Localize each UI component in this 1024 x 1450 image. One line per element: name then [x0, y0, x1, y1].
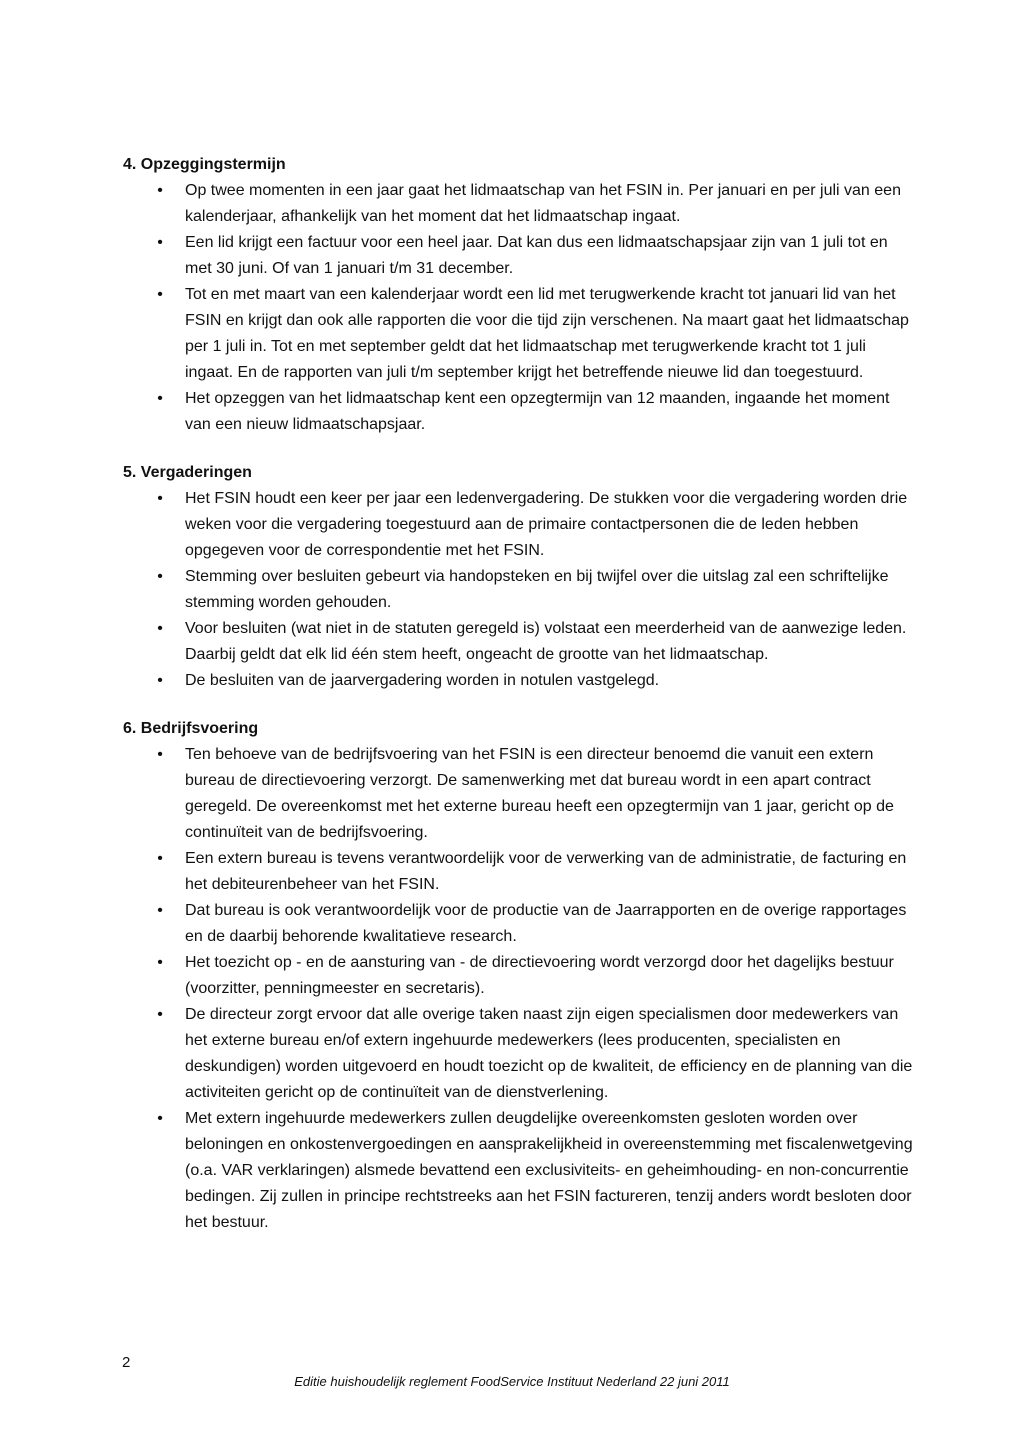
list-item	[123, 846, 913, 898]
list-item-text: Tot en met maart van een kalenderjaar wordt een lid met terugwerkende kracht tot januari lid van het FSIN en krijgt dan ook alle rapporten die voor die tijd zijn verschenen. Na maart gaat het lidmaatschap per 1 juli in. Tot en met september geldt dat het lidmaatschap met terugwerkende kracht tot 1 juli ingaat. En de rapporten van juli t/m september krijgt het betreffende nieuwe lid dan toegestuurd.	[185, 286, 909, 381]
list-item	[123, 950, 913, 1002]
bullet-icon: •	[157, 902, 163, 919]
bullet-icon: •	[157, 620, 163, 637]
bullet-icon: •	[157, 234, 163, 251]
list-item-text: Dat bureau is ook verantwoordelijk voor de productie van de Jaarrapporten en de overige rapportages en de daarbij behorende kwalitatieve research.	[185, 902, 907, 945]
section-heading: 6. Bedrijfsvoering	[123, 720, 259, 737]
bullet-list	[123, 486, 913, 694]
list-item-text: Een lid krijgt een factuur voor een heel jaar. Dat kan dus een lidmaatschapsjaar zijn van 1 juli tot en met 30 juni. Of van 1 januari t/m 31 december.	[185, 234, 888, 277]
list-item	[123, 386, 913, 438]
list-item	[123, 668, 913, 694]
list-item	[123, 616, 913, 668]
bullet-icon: •	[157, 1006, 163, 1023]
list-item	[123, 486, 913, 564]
bullet-icon: •	[157, 672, 163, 689]
list-item-text: Een extern bureau is tevens verantwoordelijk voor de verwerking van de administratie, de facturing en het debiteurenbeheer van het FSIN.	[185, 850, 907, 893]
bullet-list	[123, 742, 913, 1236]
bullet-icon: •	[157, 850, 163, 867]
list-item-text: De besluiten van de jaarvergadering worden in notulen vastgelegd.	[185, 672, 660, 689]
list-item-text: Het FSIN houdt een keer per jaar een ledenvergadering. De stukken voor die vergadering worden drie weken voor die vergadering toegestuurd aan de primaire contactpersonen die de leden hebben opgegeven voor de correspondentie met het FSIN.	[185, 490, 908, 559]
bullet-icon: •	[157, 182, 163, 199]
bullet-icon: •	[157, 286, 163, 303]
list-item	[123, 178, 913, 230]
list-item-text: De directeur zorgt ervoor dat alle overige taken naast zijn eigen specialismen door medewerkers van het externe bureau en/of extern ingehuurde medewerkers (lees producenten, specialisten en deskundigen) worden uitgevoerd en houdt toezicht op de kwaliteit, de efficiency en de planning van die activiteiten gericht op de continuïteit van de dienstverlening.	[185, 1006, 913, 1101]
bullet-icon: •	[157, 746, 163, 763]
section-opzeggingstermijn	[123, 152, 913, 438]
list-item-text: Het opzeggen van het lidmaatschap kent een opzegtermijn van 12 maanden, ingaande het moment van een nieuw lidmaatschapsjaar.	[185, 390, 890, 433]
section-bedrijfsvoering	[123, 716, 913, 1236]
list-item-text: Op twee momenten in een jaar gaat het lidmaatschap van het FSIN in. Per januari en per juli van een kalenderjaar, afhankelijk van het moment dat het lidmaatschap ingaat.	[185, 182, 901, 225]
list-item	[123, 1106, 913, 1236]
bullet-icon: •	[157, 1110, 163, 1127]
list-item-text: Voor besluiten (wat niet in de statuten geregeld is) volstaat een meerderheid van de aanwezige leden. Daarbij geldt dat elk lid één stem heeft, ongeacht de grootte van het lidmaatschap.	[185, 620, 907, 663]
document-body	[123, 152, 913, 1258]
list-item	[123, 230, 913, 282]
bullet-list	[123, 178, 913, 438]
page-number: 2	[122, 1354, 131, 1371]
bullet-icon: •	[157, 568, 163, 585]
list-item	[123, 742, 913, 846]
bullet-icon: •	[157, 390, 163, 407]
list-item-text: Stemming over besluiten gebeurt via handopsteken en bij twijfel over die uitslag zal een schriftelijke stemming worden gehouden.	[185, 568, 889, 611]
list-item	[123, 282, 913, 386]
bullet-icon: •	[157, 490, 163, 507]
list-item	[123, 898, 913, 950]
section-heading: 4. Opzeggingstermijn	[123, 156, 286, 173]
list-item-text: Ten behoeve van de bedrijfsvoering van het FSIN is een directeur benoemd die vanuit een extern bureau de directievoering verzorgt. De samenwerking met dat bureau wordt in een apart contract geregeld. De overeenkomst met het externe bureau heeft een opzegtermijn van 1 jaar, gericht op de continuïteit van de bedrijfsvoering.	[185, 746, 894, 841]
list-item-text: Het toezicht op - en de aansturing van - de directievoering wordt verzorgd door het dagelijks bestuur (voorzitter, penningmeester en secretaris).	[185, 954, 894, 997]
list-item	[123, 564, 913, 616]
list-item	[123, 1002, 913, 1106]
page-footer: Editie huishoudelijk reglement FoodService Instituut Nederland 22 juni 2011	[294, 1374, 730, 1389]
section-heading: 5. Vergaderingen	[123, 464, 252, 481]
bullet-icon: •	[157, 954, 163, 971]
section-vergaderingen	[123, 460, 913, 694]
list-item-text: Met extern ingehuurde medewerkers zullen deugdelijke overeenkomsten gesloten worden over beloningen en onkostenvergoedingen en aansprakelijkheid in overeenstemming met fiscalenwetgeving (o.a. VAR verklaringen) alsmede bevattend een exclusiviteits- en geheimhouding- en non-concurrentie bedingen. Zij zullen in principe rechtstreeks aan het FSIN factureren, tenzij anders wordt besloten door het bestuur.	[185, 1110, 913, 1231]
